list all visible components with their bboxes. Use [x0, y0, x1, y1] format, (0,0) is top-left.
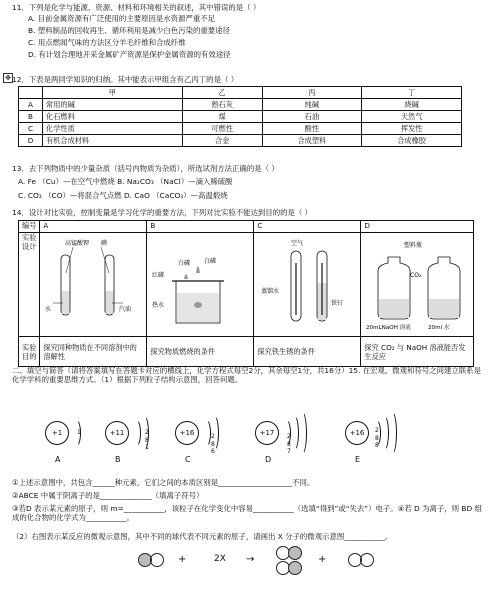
table-cell: 烧碱 — [362, 99, 462, 111]
table-cell: 丙 — [262, 87, 362, 99]
test-tubes-illustration — [43, 233, 143, 333]
experiment-d-figure — [361, 233, 474, 337]
fig-label: 高锰酸钾 — [65, 240, 90, 247]
nucleus: +17 — [255, 421, 279, 445]
table-cell: 煤 — [182, 111, 262, 123]
table-cell: 探究物质燃烧的条件 — [147, 337, 254, 367]
experiment-a-figure — [40, 233, 147, 337]
table-cell — [19, 87, 43, 99]
molecule-atom — [288, 546, 302, 560]
nucleus: +11 — [105, 421, 129, 445]
table-cell: 探究铁生锈的条件 — [254, 337, 361, 367]
table-cell: B — [147, 221, 254, 233]
fig-label: 白磷 — [178, 260, 191, 267]
nucleus: +16 — [175, 421, 199, 445]
table-cell: 合成橡胶 — [362, 135, 462, 147]
table-cell: 合金 — [182, 135, 262, 147]
table-cell: 熟石灰 — [182, 99, 262, 111]
q14-stem: 14．设计对比实验，控制变量是学习化学的重要方法，下列对比实验不能达到目的的是（ ） — [12, 208, 312, 217]
table-cell: 实验目的 — [19, 337, 40, 367]
plus-sign: + — [318, 554, 327, 565]
q13-stem: 13．去下列物质中的少量杂质（括号内物质为杂质），所选试剂方法正确的是（ ） — [12, 164, 279, 173]
atom-label: E — [355, 455, 361, 464]
fig-label: 碘 — [101, 240, 108, 247]
fig-label: 汽油 — [119, 306, 132, 313]
shell-electrons: 2 8 1 — [145, 429, 149, 451]
atom-label: A — [55, 455, 61, 464]
fig-label: 20mLNaOH 溶液 — [366, 325, 412, 331]
molecule-coefficient: 2X — [214, 554, 226, 564]
fig-label: 空气 — [291, 240, 304, 247]
fig-label: 热水 — [152, 302, 165, 309]
electron-shell — [297, 411, 307, 455]
atom-label: C — [185, 455, 191, 464]
reaction-arrow: → — [246, 554, 255, 565]
iron-nail-tubes-illustration — [257, 233, 357, 333]
fig-label: 红磷 — [152, 272, 165, 279]
experiment-c-figure — [254, 233, 361, 337]
table-cell: 实验设计 — [19, 233, 40, 337]
table-move-handle-icon[interactable]: ✥ — [3, 73, 13, 83]
table-cell: 化石燃料 — [43, 111, 183, 123]
atom-structure-diagrams — [45, 415, 465, 475]
q15-sub4: （2）右图表示某反应的微观示意图，其中不同的球代表不同元素的原子，请画出 X 分子的微观示意图___________。 — [12, 532, 393, 541]
fig-label: 水 — [45, 306, 52, 313]
table-row — [19, 87, 462, 99]
q11-option-a: A. 目前金属资源有广泛使用的主要原因是水资源严重不足 — [28, 14, 216, 23]
section2-intro: 二、填空与简答（请将答案填写在答题卡对应的横线上，化学方程式每空2分，其余每空1分，共16分）15. 在宏观、微观和符号之间建立联系是化学学科的重要思维方式。（1）根据下列粒子结构示意图，回答问题。 — [12, 366, 481, 385]
table-cell: 常用的碱 — [43, 99, 183, 111]
table-cell: 丁 — [362, 87, 462, 99]
plastic-bottles-illustration — [364, 233, 470, 333]
table-cell: 甲 — [43, 87, 183, 99]
table-cell: 挥发性 — [362, 123, 462, 135]
table-row — [19, 123, 462, 135]
reaction-micro-diagram — [0, 545, 489, 585]
table-cell: 可燃性 — [182, 123, 262, 135]
table-cell: D — [19, 135, 43, 147]
q14-table — [18, 220, 474, 367]
shell-electrons: 1 — [77, 429, 81, 436]
q11-stem: 11．下列是化学与能源、资源、材料和环境相关的叙述，其中错误的是（ ） — [12, 3, 261, 12]
table-cell: B — [19, 111, 43, 123]
q11-option-d: D. 有计划合理地开采金属矿产资源是保护金属资源的有效途径 — [28, 50, 231, 59]
fig-label: 蒸馏水 — [261, 288, 280, 295]
table-cell: 纯碱 — [262, 99, 362, 111]
q15-sub3: ③若D 表示某元素的原子，则 m=___________，该粒子在化学变化中容易___________（选填“得到”或“失去”）电子。④若 D 为离子，则 BD 组成的化合物的化学式为___________。 — [12, 504, 482, 523]
table-row — [19, 233, 474, 337]
plus-sign: + — [178, 554, 187, 565]
molecule-atom — [360, 553, 374, 567]
table-cell: 编号 — [19, 221, 40, 233]
q15-sub2: ②ABCE 中属于阴离子的是______________（填离子符号） — [12, 491, 204, 500]
q11-option-b: B. 塑料制品的回收再生、循环利用是减少白色污染的重要途径 — [28, 26, 230, 35]
table-cell: C — [254, 221, 361, 233]
table-row — [19, 99, 462, 111]
molecule-atom — [150, 553, 164, 567]
table-cell: A — [40, 221, 147, 233]
fig-label: 铁钉 — [331, 300, 344, 307]
fig-label: 塑料瓶 — [404, 242, 423, 249]
shell-electrons: 2 8 8 — [375, 427, 379, 449]
nucleus: +1 — [45, 421, 69, 445]
q11-option-c: C. 用点燃闻气味的方法区分羊毛纤维和合成纤维 — [28, 38, 186, 47]
table-row — [19, 221, 474, 233]
table-row — [19, 135, 462, 147]
fig-label: 20ml 水 — [428, 325, 450, 331]
table-cell: 有机合成材料 — [43, 135, 183, 147]
atom-label: B — [115, 455, 121, 464]
table-row — [19, 337, 474, 367]
q12-table — [18, 86, 462, 147]
table-cell: 天然气 — [362, 111, 462, 123]
table-cell: 石油 — [262, 111, 362, 123]
beaker-illustration — [150, 233, 250, 333]
table-cell: A — [19, 99, 43, 111]
nucleus: +16 — [345, 421, 369, 445]
table-cell: 化学性质 — [43, 123, 183, 135]
shell-electrons: 2 8 7 — [287, 433, 291, 455]
shell-electrons: 2 8 6 — [211, 433, 215, 455]
fig-label: 白磷 — [204, 258, 217, 265]
table-cell: 乙 — [182, 87, 262, 99]
table-cell: 酸性 — [262, 123, 362, 135]
table-row — [19, 111, 462, 123]
q13-options-cd: C. CO₂ （CO）—将混合气点燃 D. CaO （CaCO₃）—高温煅烧 — [18, 191, 228, 200]
experiment-b-figure — [147, 233, 254, 337]
table-cell: 探究同种物质在不同溶剂中的溶解性 — [40, 337, 147, 367]
electron-shell — [387, 411, 397, 455]
atom-label: D — [265, 455, 272, 464]
table-cell: C — [19, 123, 43, 135]
fig-label: CO₂ — [410, 272, 422, 279]
q15-sub1: ①上述示意图中，共包含______种元素，它们之间的本质区别是____________________不同。 — [12, 478, 315, 487]
table-cell: 探究 CO₂ 与 NaOH 溶液能否发生反应 — [361, 337, 474, 367]
table-cell: 合成塑料 — [262, 135, 362, 147]
table-cell: D — [361, 221, 474, 233]
q13-options-ab: A. Fe （Cu）—在空气中燃烧 B. Na₂CO₃ （NaCl）—滴入稀硫酸 — [18, 177, 233, 186]
molecule-atom — [288, 561, 302, 575]
q12-stem: 12．下表是两同学知识的归纳。其中能表示甲组含有乙丙丁的是（ ） — [12, 75, 239, 84]
